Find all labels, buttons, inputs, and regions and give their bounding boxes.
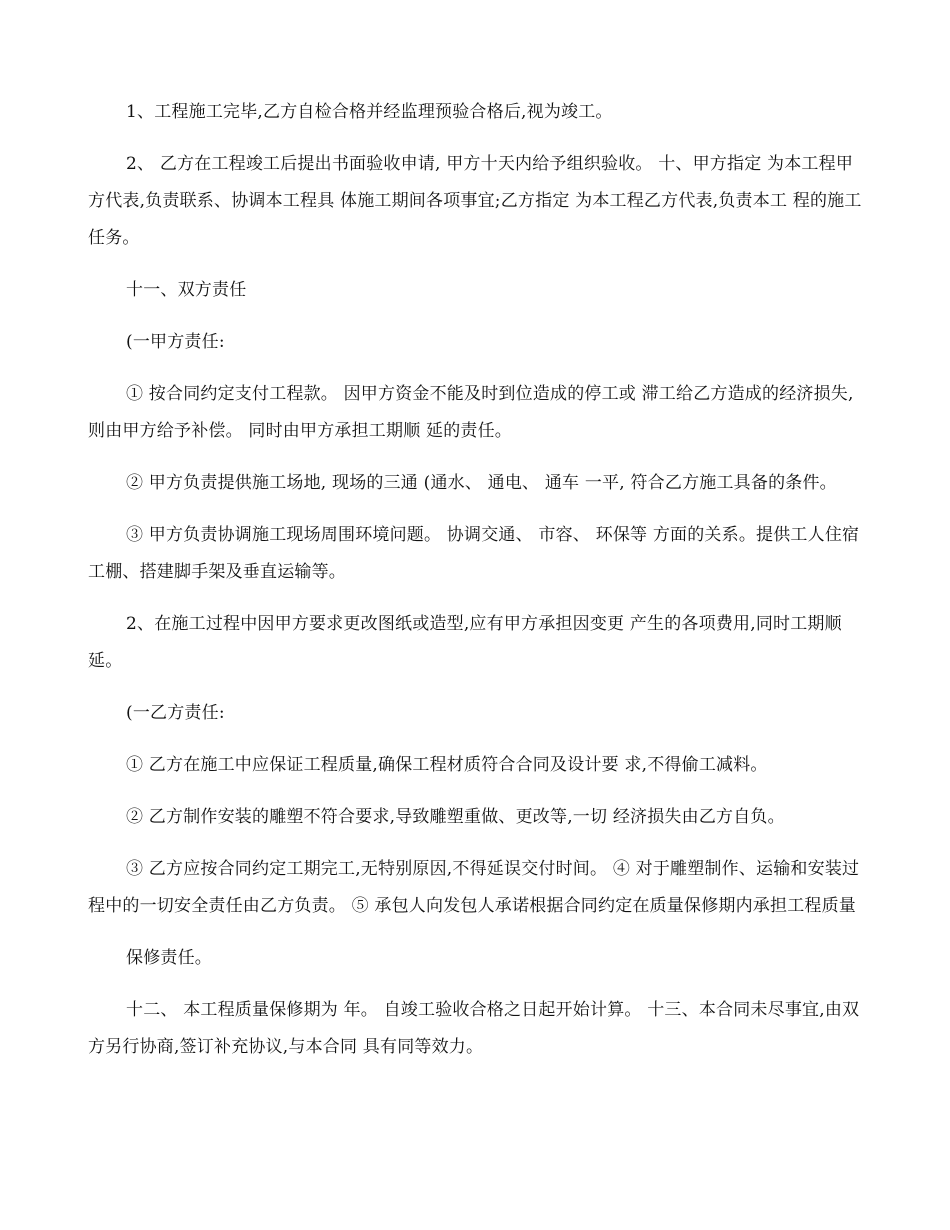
party-a-item-2: ② 甲方负责提供施工场地, 现场的三通 (通水、 通电、 通车 一平, 符合乙方施工具备的条件。 <box>126 473 837 493</box>
paragraph-warranty-period: 十二、 本工程质量保修期为 年。 自竣工验收合格之日起开始计算。 十三、本合同未尽事宜,由双方另行协商,签订补充协议,与本合同 具有同等效力。 <box>88 1000 860 1057</box>
party-b-item-2: ② 乙方制作安装的雕塑不符合要求,导致雕塑重做、更改等,一切 经济损失由乙方自负。 <box>126 807 785 827</box>
paragraph-acceptance: 2、 乙方在工程竣工后提出书面验收申请, 甲方十天内给予组织验收。 十、甲方指定 为本工程甲方代表,负责联系、协调本工程具 体施工期间各项事宜;乙方指定 为本工程乙方代表,负责本工 程的施工任务。 <box>88 154 862 248</box>
section-heading-responsibilities: 十一、双方责任 <box>126 280 247 300</box>
party-a-item-3: ③ 甲方负责协调施工现场周围环境问题。 协调交通、 市容、 环保等 方面的关系。提供工人住宿工棚、搭建脚手架及垂直运输等。 <box>88 525 860 582</box>
paragraph-warranty-responsibility: 保修责任。 <box>126 948 212 968</box>
party-b-item-1: ① 乙方在施工中应保证工程质量,确保工程材质符合合同及设计要 求,不得偷工减料。 <box>126 755 768 775</box>
subheading-party-b: (一乙方责任: <box>126 703 225 723</box>
paragraph-completion: 1、工程施工完毕,乙方自检合格并经监理预验合格后,视为竣工。 <box>126 102 613 122</box>
party-b-item-3: ③ 乙方应按合同约定工期完工,无特别原因,不得延误交付时间。 ④ 对于雕塑制作、运输和安装过程中的一切安全责任由乙方负责。 ⑤ 承包人向发包人承诺根据合同约定在质量保修期内承担工程质量 <box>88 859 860 916</box>
subheading-party-a: (一甲方责任: <box>126 332 225 352</box>
paragraph-design-change: 2、在施工过程中因甲方要求更改图纸或造型,应有甲方承担因变更 产生的各项费用,同时工期顺延。 <box>88 614 842 671</box>
party-a-item-1: ① 按合同约定支付工程款。 因甲方资金不能及时到位造成的停工或 滞工给乙方造成的经济损失, 则由甲方给予补偿。 同时由甲方承担工期顺 延的责任。 <box>88 384 854 441</box>
